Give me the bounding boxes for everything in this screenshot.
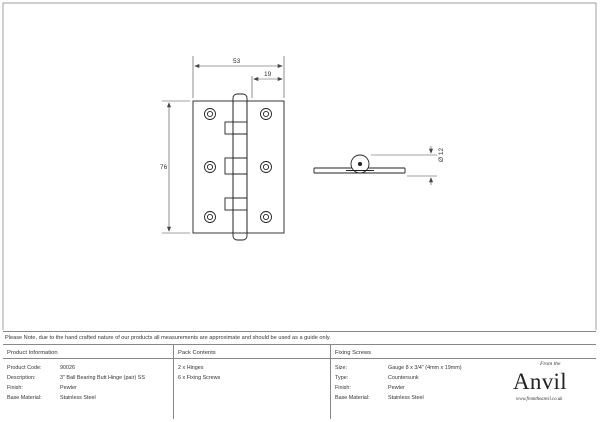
screw-finish-label: Finish: xyxy=(335,385,351,391)
description-value: 3" Ball Bearing Butt Hinge (pair) SS xyxy=(60,375,145,381)
hinge-right-leaf xyxy=(247,101,284,233)
finish-value: Pewter xyxy=(60,385,77,391)
screw-hole-icon xyxy=(261,212,272,223)
product-info-title: Product Information xyxy=(7,350,58,356)
pin-diameter-label: Ø 12 xyxy=(438,147,445,162)
product-code-value: 90026 xyxy=(60,365,75,371)
anvil-logo: Anvil xyxy=(513,369,567,394)
divider-col-1 xyxy=(173,344,174,419)
pin-diameter-dimension xyxy=(371,146,437,185)
screw-hole-icon xyxy=(205,212,216,223)
finish-label: Finish: xyxy=(7,385,23,391)
screw-holes xyxy=(205,109,272,223)
screw-hole-icon xyxy=(261,109,272,120)
offset-dimension-label: 19 xyxy=(264,71,272,78)
screw-size-label: Size: xyxy=(335,365,347,371)
width-dimension-label: 53 xyxy=(233,58,241,65)
hinge-front-view xyxy=(193,94,284,240)
divider-header xyxy=(3,358,596,359)
screw-finish-value: Pewter xyxy=(388,385,405,391)
screw-size-value: Gauge 8 x 3/4" (4mm x 19mm) xyxy=(388,365,462,371)
fixing-screws-title: Fixing Screws xyxy=(335,350,372,356)
hinge-knuckle-icon xyxy=(233,94,247,240)
offset-dimension xyxy=(252,76,282,98)
description-label: Description: xyxy=(7,375,36,381)
base-material-label: Base Material: xyxy=(7,395,42,401)
divider-top xyxy=(3,331,596,332)
screw-hole-icon xyxy=(205,109,216,120)
product-code-label: Product Code: xyxy=(7,365,42,371)
sheet-border xyxy=(3,3,596,330)
screw-hole-icon xyxy=(205,162,216,173)
pack-item: 2 x Hinges xyxy=(178,365,204,371)
measurement-note: Please Note, due to the hand crafted nature of our products all measurements are approximate and should be used as a guide only. xyxy=(5,335,331,341)
pack-item: 6 x Fixing Screws xyxy=(178,375,221,381)
logo-from-text: From the xyxy=(540,361,561,367)
screw-hole-icon xyxy=(261,162,272,173)
height-dimension-label: 76 xyxy=(160,164,168,171)
screw-type-label: Type: xyxy=(335,375,349,381)
divider-note xyxy=(3,344,596,345)
hinge-side-view xyxy=(314,155,405,173)
logo-url: www.fromtheanvil.co.uk xyxy=(516,397,563,402)
base-material-value: Stainless Steel xyxy=(60,395,96,401)
screw-type-value: Countersunk xyxy=(388,375,419,381)
pack-contents-title: Pack Contents xyxy=(178,350,216,356)
screw-material-value: Stainless Steel xyxy=(388,395,424,401)
screw-material-label: Base Material: xyxy=(335,395,370,401)
divider-col-2 xyxy=(330,344,331,419)
